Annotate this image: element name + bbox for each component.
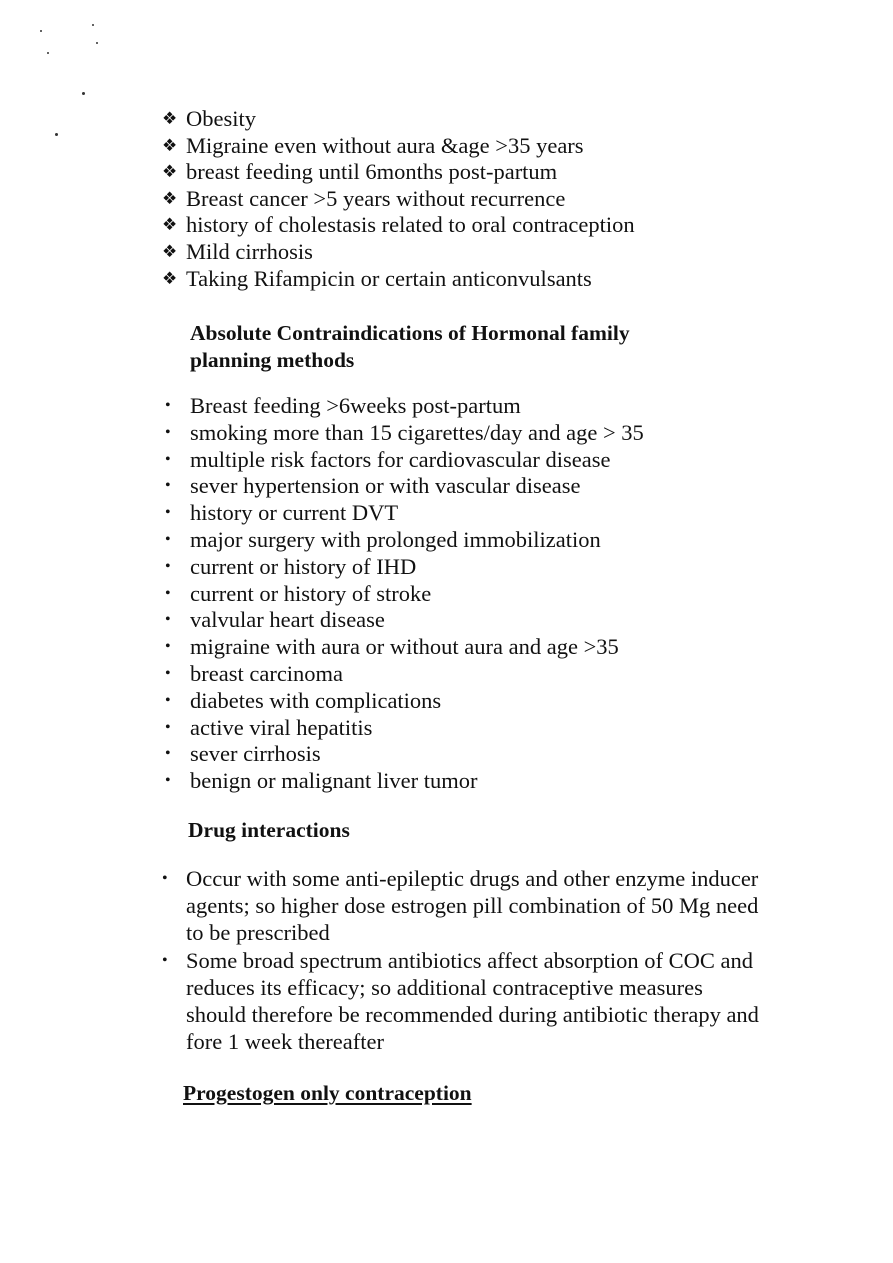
list-item bbox=[163, 554, 644, 581]
list-item-text: current or history of stroke bbox=[190, 580, 432, 606]
list-item bbox=[163, 500, 644, 527]
list-item bbox=[163, 688, 644, 715]
bullet-icon: • bbox=[165, 638, 171, 656]
list-item-text: diabetes with complications bbox=[190, 687, 442, 713]
list-item-text: current or history of IHD bbox=[190, 553, 417, 579]
bullet-icon: • bbox=[165, 557, 171, 575]
list-item-text: sever hypertension or with vascular disease bbox=[190, 473, 581, 499]
scan-speck bbox=[40, 30, 42, 32]
relative-contraindications-list bbox=[162, 106, 635, 292]
list-item-text: smoking more than 15 cigarettes/day and age > 35 bbox=[190, 419, 644, 445]
scan-speck bbox=[82, 92, 85, 95]
list-item bbox=[163, 634, 644, 661]
progestogen-heading: Progestogen only contraception bbox=[183, 1081, 472, 1105]
list-item-text: valvular heart disease bbox=[190, 607, 385, 633]
list-item bbox=[162, 106, 635, 133]
bullet-icon: • bbox=[165, 504, 171, 522]
list-item bbox=[162, 133, 635, 160]
bullet-icon: • bbox=[165, 772, 171, 790]
list-item-text: active viral hepatitis bbox=[190, 714, 373, 740]
bullet-icon: • bbox=[165, 450, 171, 468]
bullet-icon: • bbox=[165, 584, 171, 602]
bullet-icon: • bbox=[165, 691, 171, 709]
list-item-text: benign or malignant liver tumor bbox=[190, 768, 478, 794]
list-item bbox=[163, 581, 644, 608]
list-item bbox=[163, 741, 644, 768]
diamond-bullet-icon: ❖ bbox=[162, 162, 178, 182]
absolute-contraindications-heading: Absolute Contraindications of Hormonal family planning methods bbox=[190, 321, 630, 372]
bullet-icon: • bbox=[162, 870, 168, 887]
bullet-icon: • bbox=[162, 951, 168, 969]
bullet-icon: • bbox=[165, 611, 171, 629]
list-item-text: Some broad spectrum antibiotics affect absorption of COC and reduces its efficacy; so additional contraceptive measures should therefore be recommended during antibiotic therapy and fore 1 week thereafter bbox=[186, 947, 759, 1055]
diamond-bullet-icon: ❖ bbox=[162, 135, 178, 155]
list-item bbox=[163, 420, 644, 447]
bullet-icon: • bbox=[165, 530, 171, 548]
list-item bbox=[160, 865, 760, 947]
list-item bbox=[163, 393, 644, 420]
scan-speck bbox=[47, 52, 49, 54]
list-item-text: breast feeding until 6months post-partum bbox=[186, 159, 558, 185]
list-item-text: Migraine even without aura &age >35 years bbox=[186, 132, 584, 158]
diamond-bullet-icon: ❖ bbox=[162, 241, 178, 261]
list-item bbox=[163, 447, 644, 474]
absolute-contraindications-list bbox=[163, 393, 644, 795]
list-item-text: Breast feeding >6weeks post-partum bbox=[190, 393, 521, 418]
list-item-text: multiple risk factors for cardiovascular disease bbox=[190, 446, 611, 472]
scan-speck bbox=[55, 133, 58, 136]
scan-speck bbox=[96, 42, 98, 44]
list-item-text: Occur with some anti-epileptic drugs and other enzyme inducer agents; so higher dose estrogen pill combination of 50 Mg need to be prescribed bbox=[186, 866, 759, 946]
diamond-bullet-icon: ❖ bbox=[162, 188, 178, 208]
drug-interactions-list bbox=[160, 865, 760, 1055]
diamond-bullet-icon: ❖ bbox=[162, 268, 178, 288]
list-item bbox=[160, 947, 760, 1056]
diamond-bullet-icon: ❖ bbox=[162, 215, 178, 235]
list-item-text: breast carcinoma bbox=[190, 660, 344, 686]
drug-interactions-heading: Drug interactions bbox=[188, 818, 350, 842]
list-item-text: major surgery with prolonged immobilization bbox=[190, 526, 601, 552]
list-item bbox=[163, 607, 644, 634]
list-item bbox=[163, 768, 644, 795]
list-item-text: Mild cirrhosis bbox=[186, 238, 313, 264]
bullet-icon: • bbox=[165, 718, 171, 736]
list-item bbox=[163, 661, 644, 688]
list-item bbox=[163, 715, 644, 742]
list-item-text: sever cirrhosis bbox=[190, 741, 321, 767]
list-item-text: history or current DVT bbox=[190, 500, 399, 526]
bullet-icon: • bbox=[165, 477, 171, 495]
list-item bbox=[162, 186, 635, 213]
diamond-bullet-icon: ❖ bbox=[162, 109, 178, 128]
list-item bbox=[162, 239, 635, 266]
list-item-text: history of cholestasis related to oral contraception bbox=[186, 212, 635, 238]
list-item-text: migraine with aura or without aura and age >35 bbox=[190, 634, 619, 660]
list-item bbox=[163, 527, 644, 554]
bullet-icon: • bbox=[165, 397, 171, 414]
list-item-text: Obesity bbox=[186, 106, 256, 131]
list-item bbox=[162, 159, 635, 186]
list-item bbox=[162, 266, 635, 293]
bullet-icon: • bbox=[165, 423, 171, 441]
list-item bbox=[162, 212, 635, 239]
list-item-text: Taking Rifampicin or certain anticonvulsants bbox=[186, 265, 592, 291]
scan-speck bbox=[92, 24, 94, 26]
list-item-text: Breast cancer >5 years without recurrence bbox=[186, 185, 566, 211]
bullet-icon: • bbox=[165, 664, 171, 682]
bullet-icon: • bbox=[165, 745, 171, 763]
list-item bbox=[163, 473, 644, 500]
